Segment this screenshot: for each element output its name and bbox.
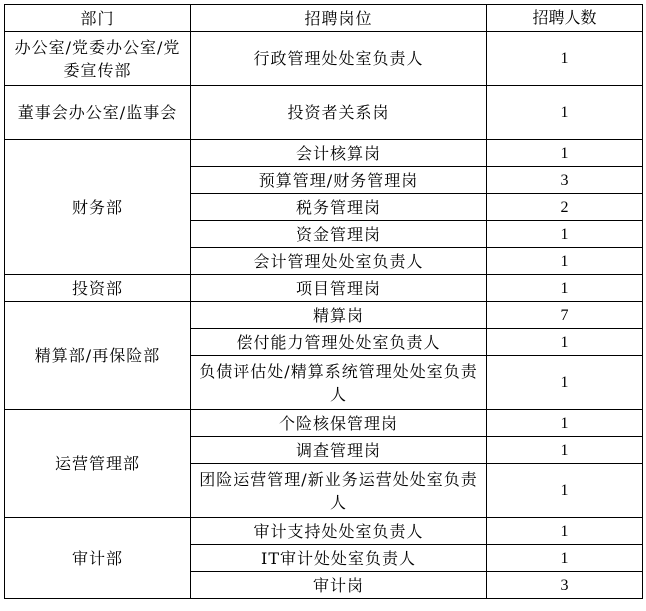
position-cell: 预算管理/财务管理岗 (191, 167, 487, 194)
position-cell: 个险核保管理岗 (191, 410, 487, 437)
count-cell: 1 (487, 221, 643, 248)
count-cell: 1 (487, 275, 643, 302)
count-cell: 1 (487, 545, 643, 572)
position-cell: 调查管理岗 (191, 437, 487, 464)
position-cell: 负债评估处/精算系统管理处处室负责人 (191, 356, 487, 410)
count-cell: 1 (487, 437, 643, 464)
department-cell: 精算部/再保险部 (5, 302, 191, 410)
header-department: 部门 (5, 5, 191, 32)
position-cell: 审计支持处处室负责人 (191, 518, 487, 545)
position-cell: 行政管理处处室负责人 (191, 32, 487, 86)
count-cell: 3 (487, 572, 643, 599)
count-cell: 1 (487, 356, 643, 410)
position-cell: 审计岗 (191, 572, 487, 599)
department-cell: 审计部 (5, 518, 191, 599)
table-row (5, 275, 643, 302)
position-cell: IT审计处处室负责人 (191, 545, 487, 572)
count-cell: 1 (487, 248, 643, 275)
position-cell: 项目管理岗 (191, 275, 487, 302)
recruitment-table (4, 4, 643, 599)
table-row (5, 518, 643, 545)
position-cell: 精算岗 (191, 302, 487, 329)
count-cell: 1 (487, 410, 643, 437)
count-cell: 1 (487, 518, 643, 545)
position-cell: 资金管理岗 (191, 221, 487, 248)
header-position: 招聘岗位 (191, 5, 487, 32)
count-cell: 1 (487, 32, 643, 86)
count-cell: 3 (487, 167, 643, 194)
department-cell: 运营管理部 (5, 410, 191, 518)
count-cell: 1 (487, 329, 643, 356)
position-cell: 偿付能力管理处处室负责人 (191, 329, 487, 356)
table-row (5, 410, 643, 437)
position-cell: 投资者关系岗 (191, 86, 487, 140)
count-cell: 2 (487, 194, 643, 221)
position-cell: 会计核算岗 (191, 140, 487, 167)
table-row (5, 32, 643, 86)
count-cell: 7 (487, 302, 643, 329)
table-row (5, 302, 643, 329)
header-count: 招聘人数 (487, 5, 643, 32)
department-cell: 办公室/党委办公室/党委宣传部 (5, 32, 191, 86)
position-cell: 税务管理岗 (191, 194, 487, 221)
department-cell: 投资部 (5, 275, 191, 302)
position-cell: 团险运营管理/新业务运营处处室负责人 (191, 464, 487, 518)
count-cell: 1 (487, 464, 643, 518)
department-cell: 财务部 (5, 140, 191, 275)
table-row (5, 140, 643, 167)
count-cell: 1 (487, 86, 643, 140)
department-cell: 董事会办公室/监事会 (5, 86, 191, 140)
count-cell: 1 (487, 140, 643, 167)
position-cell: 会计管理处处室负责人 (191, 248, 487, 275)
table-row (5, 86, 643, 140)
header-row (5, 5, 643, 32)
